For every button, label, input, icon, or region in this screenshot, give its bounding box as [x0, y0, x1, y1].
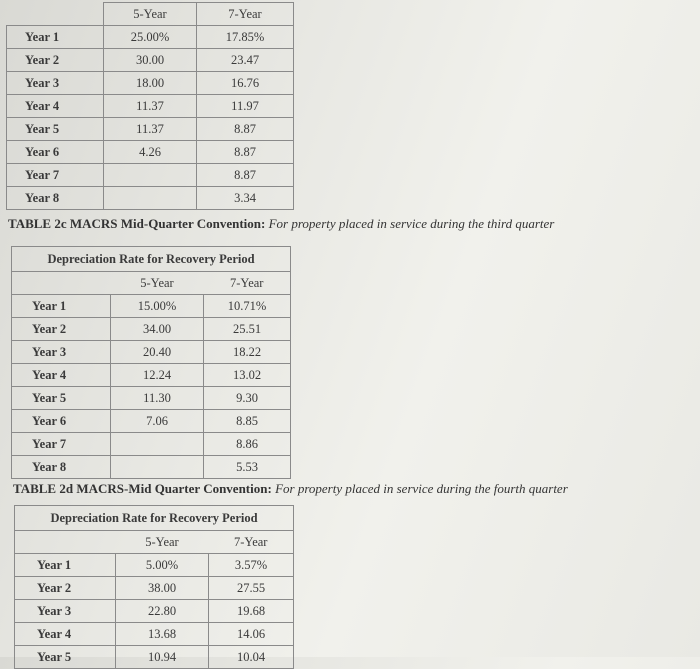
cell-7-year: 8.87	[197, 118, 294, 141]
row-year: Year 8	[7, 187, 104, 210]
cell-5-year: 25.00%	[104, 26, 197, 49]
table-row	[7, 72, 294, 95]
cell-5-year: 11.37	[104, 118, 197, 141]
cell-5-year: 11.37	[104, 95, 197, 118]
cell-5-year: 15.00%	[111, 295, 204, 318]
row-year: Year 3	[7, 72, 104, 95]
cell-5-year: 5.00%	[116, 554, 209, 577]
cell-7-year: 27.55	[209, 577, 294, 600]
cell-5-year: 10.94	[116, 646, 209, 669]
header-5-year: 5-Year	[104, 3, 197, 26]
cell-7-year: 8.85	[204, 410, 291, 433]
cell-7-year: 10.71%	[204, 295, 291, 318]
table-2d-description: For property placed in service during the fourth quarter	[275, 481, 568, 496]
table-row	[15, 554, 294, 577]
row-year: Year 5	[12, 387, 111, 410]
row-year: Year 4	[15, 623, 116, 646]
table-row	[12, 387, 291, 410]
row-year: Year 4	[7, 95, 104, 118]
row-year: Year 3	[15, 600, 116, 623]
row-year: Year 2	[12, 318, 111, 341]
table-2d-caption	[13, 481, 568, 497]
cell-5-year: 30.00	[104, 49, 197, 72]
table-2c-caption	[8, 216, 554, 232]
table-row	[12, 456, 291, 479]
table-heading: Depreciation Rate for Recovery Period	[12, 247, 291, 272]
row-year: Year 2	[7, 49, 104, 72]
cell-5-year: 22.80	[116, 600, 209, 623]
table-header-row	[12, 272, 291, 295]
depreciation-table-2b	[6, 2, 294, 210]
table-heading-row	[15, 506, 294, 531]
cell-5-year	[104, 164, 197, 187]
cell-7-year: 18.22	[204, 341, 291, 364]
table-row	[12, 433, 291, 456]
depreciation-table-2d	[14, 505, 294, 669]
cell-7-year: 23.47	[197, 49, 294, 72]
table-heading: Depreciation Rate for Recovery Period	[15, 506, 294, 531]
cell-7-year: 25.51	[204, 318, 291, 341]
header-7-year: 7-Year	[209, 531, 294, 554]
header-blank	[12, 272, 111, 295]
table-heading-row	[12, 247, 291, 272]
cell-7-year: 14.06	[209, 623, 294, 646]
table-row	[7, 141, 294, 164]
table-header-row	[7, 3, 294, 26]
cell-5-year	[104, 187, 197, 210]
row-year: Year 3	[12, 341, 111, 364]
row-year: Year 8	[12, 456, 111, 479]
cell-7-year: 13.02	[204, 364, 291, 387]
cell-7-year: 8.87	[197, 141, 294, 164]
table-row	[12, 410, 291, 433]
table-2c-description: For property placed in service during the third quarter	[268, 216, 555, 231]
cell-7-year: 17.85%	[197, 26, 294, 49]
header-7-year: 7-Year	[204, 272, 291, 295]
header-blank	[15, 531, 116, 554]
table-row	[15, 623, 294, 646]
cell-5-year: 18.00	[104, 72, 197, 95]
table-header-row	[15, 531, 294, 554]
table-row	[15, 600, 294, 623]
table-row	[12, 318, 291, 341]
table-row	[15, 646, 294, 669]
cell-7-year: 9.30	[204, 387, 291, 410]
cell-7-year: 11.97	[197, 95, 294, 118]
row-year: Year 6	[7, 141, 104, 164]
table-row	[12, 341, 291, 364]
cell-5-year: 11.30	[111, 387, 204, 410]
row-year: Year 1	[12, 295, 111, 318]
table-row	[7, 49, 294, 72]
cell-7-year: 3.34	[197, 187, 294, 210]
table-row	[7, 26, 294, 49]
cell-7-year: 5.53	[204, 456, 291, 479]
table-row	[7, 95, 294, 118]
row-year: Year 5	[7, 118, 104, 141]
table-row	[12, 295, 291, 318]
cell-5-year: 4.26	[104, 141, 197, 164]
cell-5-year: 12.24	[111, 364, 204, 387]
row-year: Year 6	[12, 410, 111, 433]
table-row	[7, 187, 294, 210]
table-row	[15, 577, 294, 600]
cell-5-year	[111, 456, 204, 479]
table-row	[12, 364, 291, 387]
header-5-year: 5-Year	[111, 272, 204, 295]
row-year: Year 4	[12, 364, 111, 387]
cell-5-year	[111, 433, 204, 456]
header-5-year: 5-Year	[116, 531, 209, 554]
table-2d-title: TABLE 2d MACRS-Mid Quarter Convention:	[13, 481, 272, 496]
depreciation-table-2c	[11, 246, 291, 479]
row-year: Year 1	[15, 554, 116, 577]
cell-5-year: 7.06	[111, 410, 204, 433]
header-7-year: 7-Year	[197, 3, 294, 26]
cell-5-year: 34.00	[111, 318, 204, 341]
row-year: Year 2	[15, 577, 116, 600]
cell-7-year: 19.68	[209, 600, 294, 623]
cell-7-year: 3.57%	[209, 554, 294, 577]
cell-5-year: 38.00	[116, 577, 209, 600]
row-year: Year 5	[15, 646, 116, 669]
cell-7-year: 10.04	[209, 646, 294, 669]
table-row	[7, 118, 294, 141]
header-blank	[7, 3, 104, 26]
cell-5-year: 20.40	[111, 341, 204, 364]
table-2c-title: TABLE 2c MACRS Mid-Quarter Convention:	[8, 216, 266, 231]
cell-5-year: 13.68	[116, 623, 209, 646]
table-row	[7, 164, 294, 187]
cell-7-year: 16.76	[197, 72, 294, 95]
cell-7-year: 8.86	[204, 433, 291, 456]
row-year: Year 7	[12, 433, 111, 456]
row-year: Year 7	[7, 164, 104, 187]
cell-7-year: 8.87	[197, 164, 294, 187]
row-year: Year 1	[7, 26, 104, 49]
